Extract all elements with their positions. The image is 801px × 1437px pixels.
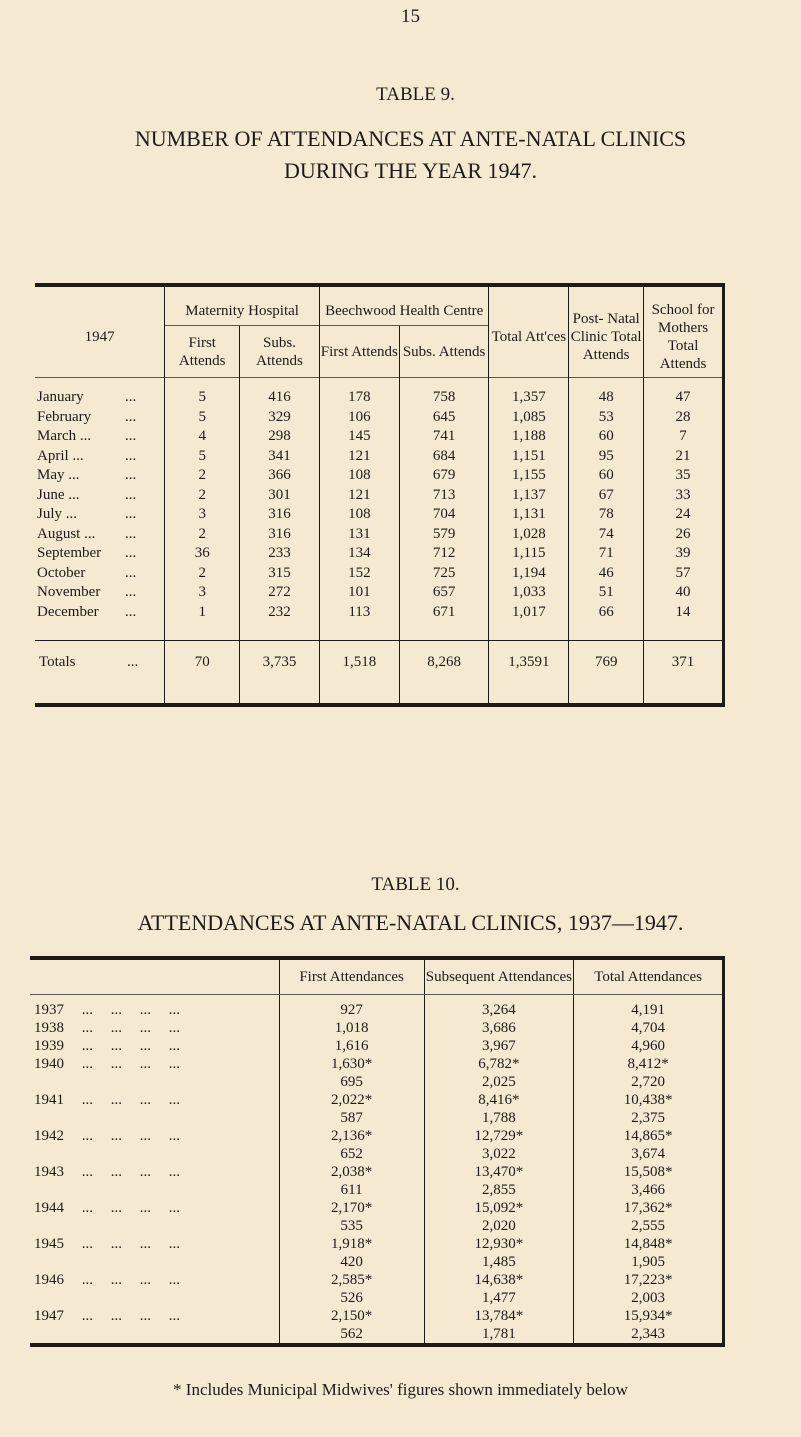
table-10: [30, 956, 725, 1347]
subs-cell: 8,416*: [424, 1091, 574, 1109]
total-cell: 3,674: [574, 1145, 724, 1163]
year-cell: [30, 1253, 279, 1271]
total-cell: 1,085: [489, 408, 569, 428]
mat-first-cell: 5: [165, 447, 240, 467]
mat-subs-header: Subs. Attends: [240, 326, 320, 378]
leader-dots: ...: [125, 389, 137, 405]
month-cell: [35, 544, 165, 564]
first-cell: 535: [279, 1217, 424, 1235]
month-cell: [35, 564, 165, 584]
total-cell: 1,115: [489, 544, 569, 564]
school-mothers-header: School for Mothers Total Attends: [644, 285, 724, 378]
total-cell: 15,934*: [574, 1307, 724, 1325]
total-cell: 1,151: [489, 447, 569, 467]
mat-subs-cell: 341: [240, 447, 320, 467]
bw-subs-cell: 679: [399, 466, 489, 486]
beechwood-header: Beechwood Health Centre: [319, 285, 489, 326]
first-cell: 526: [279, 1289, 424, 1307]
month-cell: [35, 505, 165, 525]
table-row: [30, 1199, 724, 1217]
leader-dots: ...: [125, 584, 137, 600]
table-row: [35, 408, 724, 428]
school-cell: 57: [644, 564, 724, 584]
month-label: January: [37, 389, 84, 405]
bw-subs-cell: 704: [399, 505, 489, 525]
table-row: [30, 1235, 724, 1253]
leader-dots: ...: [125, 467, 137, 483]
leader-dots: ...: [125, 428, 137, 444]
table-row: [35, 603, 724, 641]
subsequent-attendances-header: Subsequent Attendances: [424, 958, 574, 995]
bw-subs-cell: 741: [399, 427, 489, 447]
mat-subs-cell: 316: [240, 505, 320, 525]
year-cell: 1937 ... ... ... ...: [34, 1002, 180, 1018]
year-cell: 1947 ... ... ... ...: [34, 1308, 180, 1324]
bw-first-cell: 121: [319, 447, 399, 467]
table-row: [30, 1253, 724, 1271]
subs-cell: 3,264: [424, 995, 574, 1020]
post-cell: 71: [569, 544, 644, 564]
mat-subs-cell: 232: [240, 603, 320, 641]
total-cell: 1,155: [489, 466, 569, 486]
table-9-heading: NUMBER OF ATTENDANCES AT ANTE-NATAL CLINICS: [134, 126, 687, 151]
total-cell: 17,223*: [574, 1271, 724, 1289]
school-cell: 35: [644, 466, 724, 486]
total-cell: 4,704: [574, 1019, 724, 1037]
bw-subs-cell: 713: [399, 486, 489, 506]
first-cell: 927: [279, 995, 424, 1020]
first-cell: 1,918*: [279, 1235, 424, 1253]
table-row: [35, 427, 724, 447]
bw-first-cell: 113: [319, 603, 399, 641]
first-cell: 2,136*: [279, 1127, 424, 1145]
month-cell: [35, 486, 165, 506]
school-total: 371: [644, 641, 724, 705]
bw-first-cell: 131: [319, 525, 399, 545]
post-total: 769: [569, 641, 644, 705]
year-cell: [30, 1217, 279, 1235]
first-cell: 1,616: [279, 1037, 424, 1055]
table-9-label: TABLE 9.: [376, 84, 455, 105]
total-cell: 2,555: [574, 1217, 724, 1235]
subs-cell: 13,784*: [424, 1307, 574, 1325]
table-row: [30, 1325, 724, 1345]
total-cell: 4,960: [574, 1037, 724, 1055]
mat-first-cell: 2: [165, 564, 240, 584]
mat-first-cell: 5: [165, 408, 240, 428]
leader-dots: ...: [125, 447, 137, 464]
mat-subs-cell: 233: [240, 544, 320, 564]
first-cell: 695: [279, 1073, 424, 1091]
totals-cell: [35, 641, 165, 705]
post-cell: 51: [569, 583, 644, 603]
bw-first-cell: 152: [319, 564, 399, 584]
month-label: March ...: [37, 428, 92, 444]
subs-cell: 12,930*: [424, 1235, 574, 1253]
post-cell: 78: [569, 505, 644, 525]
total-cell: 1,188: [489, 427, 569, 447]
table-10-label: TABLE 10.: [371, 874, 460, 895]
month-label: February: [37, 408, 92, 425]
month-label: August ...: [37, 525, 96, 542]
first-cell: 1,630*: [279, 1055, 424, 1073]
subs-cell: 15,092*: [424, 1199, 574, 1217]
total-cell: 14,848*: [574, 1235, 724, 1253]
mat-first-cell: 36: [165, 544, 240, 564]
month-label: October: [37, 564, 86, 581]
year-cell: 1940 ... ... ... ...: [34, 1056, 180, 1072]
mat-first-cell: 1: [165, 603, 240, 641]
bw-first-cell: 145: [319, 427, 399, 447]
page-number: 15: [401, 6, 420, 27]
total-cell: 3,466: [574, 1181, 724, 1199]
bw-subs-cell: 758: [399, 378, 489, 408]
year-cell: 1946 ... ... ... ...: [34, 1272, 180, 1288]
month-label: June ...: [37, 486, 80, 503]
first-cell: 2,150*: [279, 1307, 424, 1325]
school-cell: 39: [644, 544, 724, 564]
total-cell: 2,003: [574, 1289, 724, 1307]
bw-subs-header: Subs. Attends: [399, 326, 489, 378]
total-header: Total Att'ces: [489, 285, 569, 378]
total-cell: 1,905: [574, 1253, 724, 1271]
mat-subs-cell: 301: [240, 486, 320, 506]
total-cell: 1,017: [489, 603, 569, 641]
mat-first-header: First Attends: [165, 326, 240, 378]
year-cell: [30, 1181, 279, 1199]
post-cell: 60: [569, 427, 644, 447]
subs-cell: 2,020: [424, 1217, 574, 1235]
table-row: [30, 1037, 724, 1055]
first-cell: 1,018: [279, 1019, 424, 1037]
mat-subs-cell: 272: [240, 583, 320, 603]
table-row: [35, 583, 724, 603]
leader-dots: ...: [125, 564, 137, 581]
school-cell: 47: [644, 378, 724, 408]
subs-cell: 12,729*: [424, 1127, 574, 1145]
mat-first-cell: 2: [165, 466, 240, 486]
table-row: [35, 378, 724, 408]
month-cell: [35, 525, 165, 545]
mat-first-cell: 5: [165, 378, 240, 408]
total-cell: 17,362*: [574, 1199, 724, 1217]
year-cell: 1939 ... ... ... ...: [34, 1038, 180, 1054]
table-row: [30, 1217, 724, 1235]
mat-subs-cell: 329: [240, 408, 320, 428]
month-cell: [35, 427, 165, 447]
table-row: [30, 1091, 724, 1109]
school-cell: 40: [644, 583, 724, 603]
bw-first-cell: 108: [319, 466, 399, 486]
total-cell: 2,375: [574, 1109, 724, 1127]
first-cell: 2,022*: [279, 1091, 424, 1109]
totals-label: Totals: [39, 654, 76, 670]
bw-first-cell: 134: [319, 544, 399, 564]
year-cell: 1944 ... ... ... ...: [34, 1200, 180, 1216]
table-row: [35, 525, 724, 545]
bw-first-cell: 108: [319, 505, 399, 525]
bw-subs-total: 8,268: [399, 641, 489, 705]
first-cell: 611: [279, 1181, 424, 1199]
leader-dots: ...: [125, 545, 137, 561]
table-row: [30, 1271, 724, 1289]
subs-cell: 1,788: [424, 1109, 574, 1127]
year-header: 1947: [84, 329, 115, 345]
first-cell: 652: [279, 1145, 424, 1163]
bw-subs-cell: 725: [399, 564, 489, 584]
table-row: [30, 1073, 724, 1091]
table-row: [30, 1307, 724, 1325]
year-cell: [30, 1145, 279, 1163]
month-cell: [35, 583, 165, 603]
table-row: [30, 1181, 724, 1199]
post-cell: 60: [569, 466, 644, 486]
table-row: [30, 995, 724, 1020]
total-cell: 1,137: [489, 486, 569, 506]
school-cell: 28: [644, 408, 724, 428]
post-cell: 95: [569, 447, 644, 467]
mat-first-cell: 4: [165, 427, 240, 447]
year-cell: [30, 1109, 279, 1127]
mat-first-cell: 2: [165, 525, 240, 545]
leader-dots: ...: [125, 486, 137, 503]
post-cell: 67: [569, 486, 644, 506]
table-row: [35, 466, 724, 486]
total-cell: 14,865*: [574, 1127, 724, 1145]
table-10-heading: ATTENDANCES AT ANTE-NATAL CLINICS, 1937—1947.: [137, 910, 684, 935]
bw-subs-cell: 712: [399, 544, 489, 564]
school-cell: 24: [644, 505, 724, 525]
year-cell: [30, 1325, 279, 1345]
month-cell: [35, 408, 165, 428]
first-cell: 587: [279, 1109, 424, 1127]
month-cell: [35, 378, 165, 408]
total-cell: 1,357: [489, 378, 569, 408]
post-cell: 74: [569, 525, 644, 545]
subs-cell: 1,781: [424, 1325, 574, 1345]
year-cell: [30, 1289, 279, 1307]
mat-first-cell: 3: [165, 505, 240, 525]
footnote: * Includes Municipal Midwives' figures shown immediately below: [173, 1380, 628, 1399]
bw-first-cell: 121: [319, 486, 399, 506]
table-row: [30, 1055, 724, 1073]
year-cell: 1938 ... ... ... ...: [34, 1020, 180, 1036]
subs-cell: 2,025: [424, 1073, 574, 1091]
bw-first-total: 1,518: [319, 641, 399, 705]
bw-subs-cell: 684: [399, 447, 489, 467]
bw-first-header: First Attends: [319, 326, 399, 378]
year-cell: 1941 ... ... ... ...: [34, 1092, 180, 1108]
mat-first-cell: 3: [165, 583, 240, 603]
school-cell: 14: [644, 603, 724, 641]
bw-subs-cell: 671: [399, 603, 489, 641]
first-cell: 2,585*: [279, 1271, 424, 1289]
bw-first-cell: 178: [319, 378, 399, 408]
table-row: [35, 447, 724, 467]
subs-cell: 3,967: [424, 1037, 574, 1055]
total-cell: 8,412*: [574, 1055, 724, 1073]
total-cell: 1,131: [489, 505, 569, 525]
month-label: April ...: [37, 447, 84, 464]
subs-cell: 6,782*: [424, 1055, 574, 1073]
subs-cell: 1,485: [424, 1253, 574, 1271]
total-cell: 1,194: [489, 564, 569, 584]
total-attendances-header: Total Attendances: [574, 958, 724, 995]
bw-subs-cell: 657: [399, 583, 489, 603]
school-cell: 7: [644, 427, 724, 447]
table-9: [35, 283, 725, 707]
month-label: July ...: [37, 506, 78, 522]
year-cell: [30, 1073, 279, 1091]
mat-subs-cell: 416: [240, 378, 320, 408]
table-row: [35, 564, 724, 584]
totals-row: [35, 641, 724, 705]
month-label: September: [37, 545, 102, 561]
subs-cell: 3,022: [424, 1145, 574, 1163]
month-cell: [35, 447, 165, 467]
month-cell: [35, 603, 165, 641]
leader-dots: ...: [125, 408, 137, 425]
leader-dots: ...: [125, 603, 137, 620]
table-row: [35, 486, 724, 506]
month-label: May ...: [37, 467, 80, 483]
bw-first-cell: 106: [319, 408, 399, 428]
first-cell: 2,038*: [279, 1163, 424, 1181]
bw-subs-cell: 645: [399, 408, 489, 428]
table-row: [30, 1127, 724, 1145]
subs-cell: 13,470*: [424, 1163, 574, 1181]
total-cell: 4,191: [574, 995, 724, 1020]
leader-dots: ...: [125, 506, 137, 522]
mat-subs-cell: 315: [240, 564, 320, 584]
school-cell: 26: [644, 525, 724, 545]
mat-subs-cell: 316: [240, 525, 320, 545]
total-cell: 1,028: [489, 525, 569, 545]
subs-cell: 14,638*: [424, 1271, 574, 1289]
first-attendances-header: First Attendances: [279, 958, 424, 995]
mat-first-cell: 2: [165, 486, 240, 506]
year-cell: 1942 ... ... ... ...: [34, 1128, 180, 1144]
mat-subs-cell: 298: [240, 427, 320, 447]
post-natal-header: Post- Natal Clinic Total Attends: [569, 285, 644, 378]
table-row: [30, 1109, 724, 1127]
mat-subs-total: 3,735: [240, 641, 320, 705]
mat-first-total: 70: [165, 641, 240, 705]
bw-first-cell: 101: [319, 583, 399, 603]
first-cell: 562: [279, 1325, 424, 1345]
total-cell: 2,343: [574, 1325, 724, 1345]
post-cell: 66: [569, 603, 644, 641]
month-label: December: [37, 603, 99, 620]
first-cell: 420: [279, 1253, 424, 1271]
bw-subs-cell: 579: [399, 525, 489, 545]
table-row: [30, 1163, 724, 1181]
table-row: [30, 1019, 724, 1037]
total-cell: 15,508*: [574, 1163, 724, 1181]
total-cell: 1,033: [489, 583, 569, 603]
month-label: November: [37, 584, 101, 600]
table-row: [30, 1145, 724, 1163]
total-cell: 10,438*: [574, 1091, 724, 1109]
year-header: [30, 958, 279, 995]
subs-cell: 2,855: [424, 1181, 574, 1199]
school-cell: 33: [644, 486, 724, 506]
table-row: [35, 544, 724, 564]
post-cell: 48: [569, 378, 644, 408]
total-total: 1,3591: [489, 641, 569, 705]
leader-dots: ...: [125, 525, 137, 542]
total-cell: 2,720: [574, 1073, 724, 1091]
school-cell: 21: [644, 447, 724, 467]
table-row: [35, 505, 724, 525]
year-cell: 1943 ... ... ... ...: [34, 1164, 180, 1180]
year-cell: 1945 ... ... ... ...: [34, 1236, 180, 1252]
post-cell: 46: [569, 564, 644, 584]
mat-subs-cell: 366: [240, 466, 320, 486]
table-9-subheading: DURING THE YEAR 1947.: [284, 158, 537, 183]
leader-dots: ...: [127, 654, 139, 670]
subs-cell: 1,477: [424, 1289, 574, 1307]
subs-cell: 3,686: [424, 1019, 574, 1037]
maternity-hospital-header: Maternity Hospital: [165, 285, 320, 326]
table-row: [30, 1289, 724, 1307]
post-cell: 53: [569, 408, 644, 428]
first-cell: 2,170*: [279, 1199, 424, 1217]
month-cell: [35, 466, 165, 486]
